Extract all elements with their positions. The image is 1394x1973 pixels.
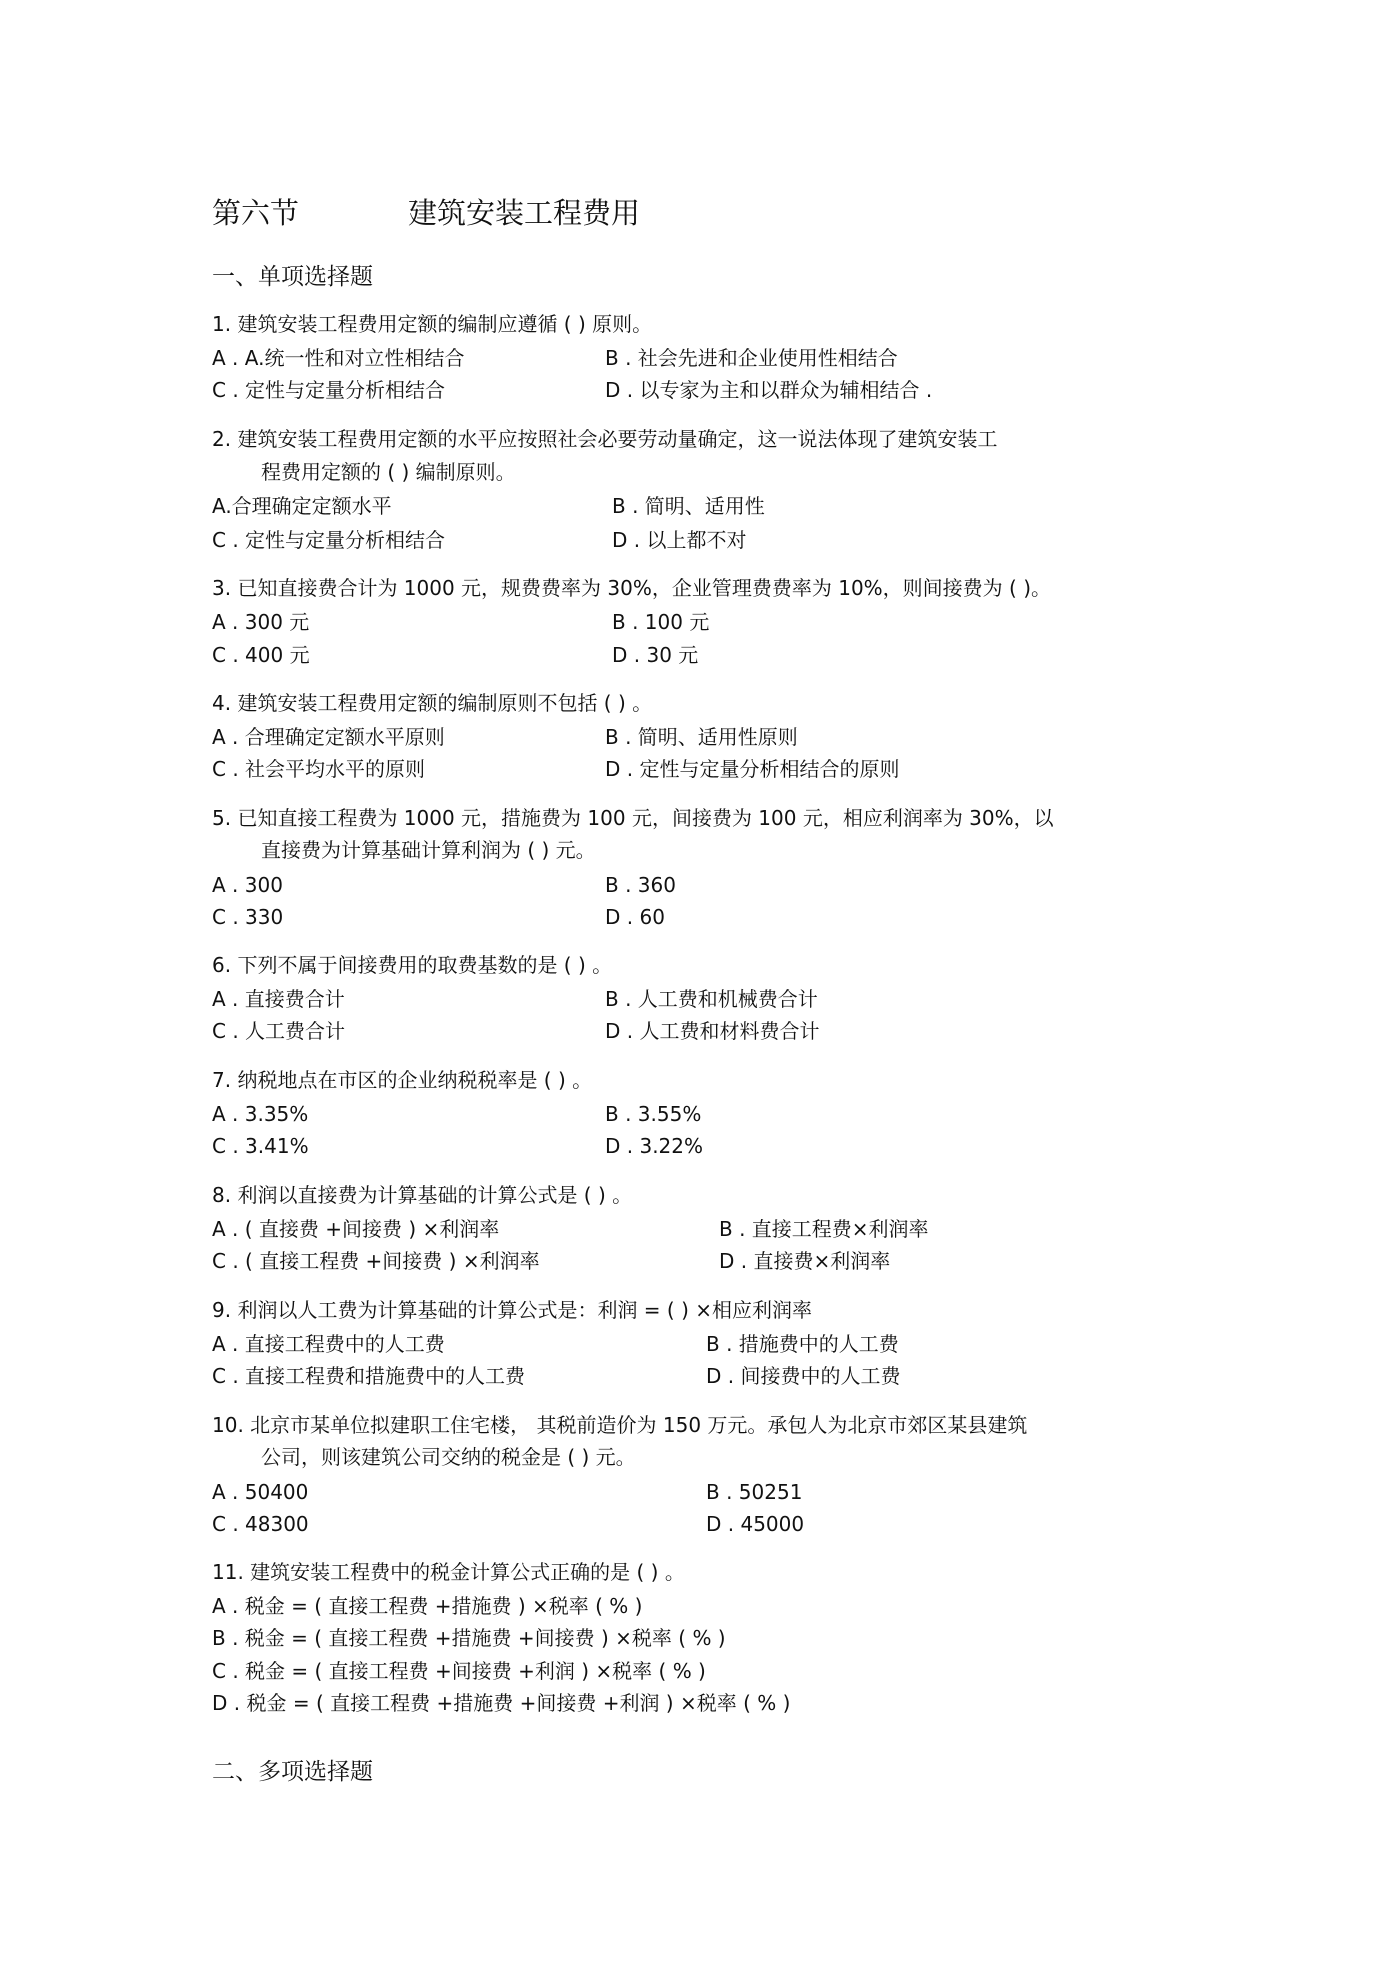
title-section-number: 第六节: [212, 196, 300, 230]
option-b: B . 100 元: [612, 610, 710, 634]
option-b: B . 人工费和机械费合计: [605, 987, 818, 1011]
section-heading-multiple-choice: 二、多项选择题: [212, 1759, 373, 1785]
option-a: A . 300 元: [212, 610, 310, 634]
option-c: C . ( 直接工程费 +间接费 ) ×利润率: [212, 1249, 540, 1273]
question-stem: 1. 建筑安装工程费用定额的编制应遵循 ( ) 原则。: [212, 312, 653, 336]
option-a: A . 直接费合计: [212, 987, 345, 1011]
option-a: A . 合理确定定额水平原则: [212, 725, 445, 749]
option-d: D . 人工费和材料费合计: [605, 1019, 820, 1043]
option-c: C . 税金 = ( 直接工程费 +间接费 +利润 ) ×税率 ( % ): [212, 1659, 706, 1683]
option-c: C . 400 元: [212, 643, 310, 667]
option-a: A . ( 直接费 +间接费 ) ×利润率: [212, 1217, 500, 1241]
option-a: A . 税金 = ( 直接工程费 +措施费 ) ×税率 ( % ): [212, 1594, 643, 1618]
option-a: A . 3.35%: [212, 1102, 309, 1126]
option-a: A.合理确定定额水平: [212, 494, 392, 518]
option-d: D . 间接费中的人工费: [706, 1364, 901, 1388]
option-a: A . 50400: [212, 1480, 309, 1504]
title-section-name: 建筑安装工程费用: [408, 196, 641, 230]
option-b: B . 简明、适用性: [612, 494, 765, 518]
question-stem: 9. 利润以人工费为计算基础的计算公式是：利润 = ( ) ×相应利润率: [212, 1298, 812, 1322]
option-c: C . 直接工程费和措施费中的人工费: [212, 1364, 526, 1388]
option-b: B . 3.55%: [605, 1102, 702, 1126]
option-a: A . 300: [212, 873, 283, 897]
option-d: D . 3.22%: [605, 1134, 704, 1158]
option-d: D . 以专家为主和以群众为辅相结合 .: [605, 378, 933, 402]
option-a: A . A.统一性和对立性相结合: [212, 346, 465, 370]
option-c: C . 48300: [212, 1512, 309, 1536]
question-stem: 4. 建筑安装工程费用定额的编制原则不包括 ( ) 。: [212, 691, 653, 715]
option-b: B . 税金 = ( 直接工程费 +措施费 +间接费 ) ×税率 ( % ): [212, 1626, 726, 1650]
option-c: C . 定性与定量分析相结合: [212, 378, 446, 402]
option-b: B . 措施费中的人工费: [706, 1332, 899, 1356]
question-stem: 11. 建筑安装工程费中的税金计算公式正确的是 ( ) 。: [212, 1560, 685, 1584]
question-stem-continued: 公司，则该建筑公司交纳的税金是 ( ) 元。: [261, 1445, 636, 1469]
page-title: [212, 191, 641, 232]
option-c: C . 定性与定量分析相结合: [212, 528, 446, 552]
question-stem: 6. 下列不属于间接费用的取费基数的是 ( ) 。: [212, 953, 613, 977]
option-b: B . 直接工程费×利润率: [719, 1217, 929, 1241]
option-c: C . 社会平均水平的原则: [212, 757, 426, 781]
option-d: D . 60: [605, 905, 665, 929]
option-b: B . 社会先进和企业使用性相结合: [605, 346, 898, 370]
question-stem: 5. 已知直接工程费为 1000 元，措施费为 100 元，间接费为 100 元，相应利润率为 30%，以: [212, 806, 1054, 830]
question-stem: 7. 纳税地点在市区的企业纳税税率是 ( ) 。: [212, 1068, 593, 1092]
option-d: D . 定性与定量分析相结合的原则: [605, 757, 900, 781]
option-b: B . 50251: [706, 1480, 803, 1504]
question-stem-continued: 程费用定额的 ( ) 编制原则。: [261, 460, 516, 484]
section-heading-single-choice: 一、单项选择题: [212, 264, 373, 290]
option-c: C . 3.41%: [212, 1134, 309, 1158]
question-stem: 10. 北京市某单位拟建职工住宅楼， 其税前造价为 150 万元。承包人为北京市郊区某县建筑: [212, 1413, 1028, 1437]
option-d: D . 以上都不对: [612, 528, 747, 552]
question-stem-continued: 直接费为计算基础计算利润为 ( ) 元。: [261, 838, 596, 862]
option-d: D . 30 元: [612, 643, 699, 667]
question-stem: 8. 利润以直接费为计算基础的计算公式是 ( ) 。: [212, 1183, 633, 1207]
option-d: D . 税金 = ( 直接工程费 +措施费 +间接费 +利润 ) ×税率 ( % ): [212, 1691, 791, 1715]
option-b: B . 简明、适用性原则: [605, 725, 798, 749]
option-d: D . 直接费×利润率: [719, 1249, 891, 1273]
option-d: D . 45000: [706, 1512, 805, 1536]
question-stem: 2. 建筑安装工程费用定额的水平应按照社会必要劳动量确定，这一说法体现了建筑安装工: [212, 427, 998, 451]
option-c: C . 330: [212, 905, 284, 929]
option-b: B . 360: [605, 873, 676, 897]
option-c: C . 人工费合计: [212, 1019, 346, 1043]
option-a: A . 直接工程费中的人工费: [212, 1332, 445, 1356]
question-stem: 3. 已知直接费合计为 1000 元，规费费率为 30%，企业管理费费率为 10%，则间接费为 ( )。: [212, 576, 1051, 600]
